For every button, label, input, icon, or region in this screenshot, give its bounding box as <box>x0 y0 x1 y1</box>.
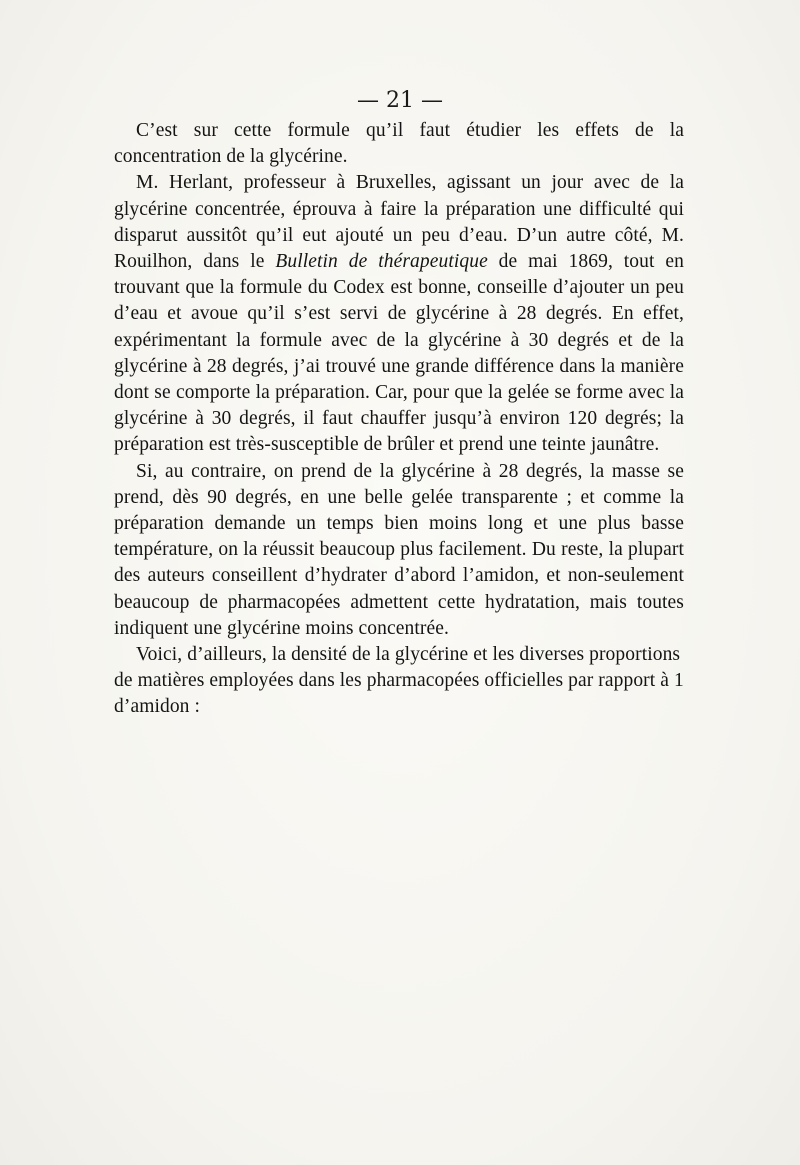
page-body <box>114 118 684 721</box>
paragraph-4: Voici, d’ailleurs, la densité de la glycérine et les diverses proportions de matières employées dans les pharmacopées officielles par rapport à 1 d’amidon : <box>114 644 684 718</box>
journal-title: Bulletin de thérapeutique <box>275 251 488 273</box>
paragraph-2-text-a: M. Herlant, professeur à Bruxelles, agissant un jour avec de la glycérine concentrée, éprouva à faire la préparation une difficulté qui disparut aussitôt qu’il eut ajouté un peu d’eau. D’un autre côté, M. Rouilhon, dans le <box>114 172 684 273</box>
paragraph-1: C’est sur cette formule qu’il faut étudier les effets de la concentration de la glycérine. <box>114 120 684 168</box>
paragraph-3: Si, au contraire, on prend de la glycérine à 28 degrés, la masse se prend, dès 90 degrés, en une belle gelée transparente ; et comme la préparation demande un temps bien moins long et une plus basse température, on la réussit beaucoup plus facilement. Du reste, la plupart des auteurs conseillent d’hydrater d’abord l’amidon, et non-seulement beaucoup de pharmacopées admettent cette hydratation, mais toutes indiquent une glycérine moins concentrée. <box>114 460 684 639</box>
paragraph-2-text-b: de mai 1869, tout en trouvant que la formule du Codex est bonne, conseille d’ajouter un peu d’eau et avoue qu’il s’est servi de glycérine à 28 degrés. En effet, expérimentant la formule avec de la glycérine à 30 degrés et de la glycérine à 28 degrés, j’ai trouvé une grande différence dans la manière dont se comporte la préparation. Car, pour que la gelée se forme avec la glycérine à 30 degrés, il faut chauffer jusqu’à environ 120 degrés; la préparation est très-susceptible de brûler et prend une teinte jaunâtre. <box>114 251 684 456</box>
page-number: — 21 — <box>357 88 443 113</box>
paragraph-2 <box>114 170 684 458</box>
